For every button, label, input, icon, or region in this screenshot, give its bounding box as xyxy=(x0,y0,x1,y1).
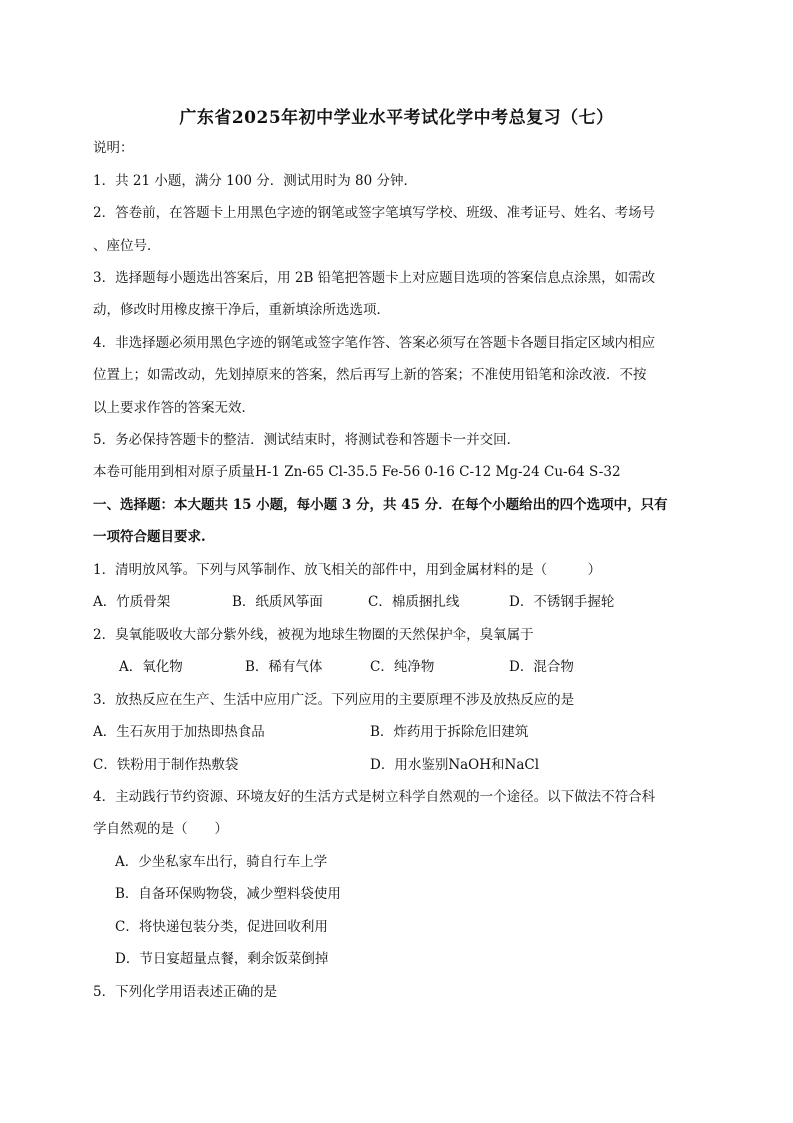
question-3-option-b: B．炸药用于拆除危旧建筑 xyxy=(370,724,529,740)
instruction-4-line-1: 4．非选择题必须用黑色字迹的钢笔或签字笔作答、答案必须写在答题卡各题目指定区域内相应 xyxy=(93,335,656,351)
question-4-stem-line-1: 4．主动践行节约资源、环境友好的生活方式是树立科学自然观的一个途径。以下做法不符合科 xyxy=(93,789,656,805)
atomic-masses: 本卷可能用到相对原子质量H-1 Zn-65 Cl-35.5 Fe-56 0-16 C-12 Mg-24 Cu-64 S-32 xyxy=(93,464,621,480)
question-3-stem: 3．放热反应在生产、生活中应用广泛。下列应用的主要原理不涉及放热反应的是 xyxy=(93,692,575,708)
question-2-option-c: C．纯净物 xyxy=(370,659,435,675)
question-2-option-b: B．稀有气体 xyxy=(245,659,323,675)
instruction-3-line-2: 动，修改时用橡皮擦干净后，重新填涂所选选项． xyxy=(93,302,390,318)
instruction-2-line-1: 2．答卷前，在答题卡上用黑色字迹的钢笔或签字笔填写学校、班级、准考证号、姓名、考场号 xyxy=(93,205,656,221)
question-2-option-a: A．氧化物 xyxy=(119,659,183,675)
question-5-stem: 5．下列化学用语表述正确的是 xyxy=(93,984,278,1000)
question-1-option-b: B．纸质风筝面 xyxy=(232,594,323,610)
question-2-option-d: D．混合物 xyxy=(509,659,574,675)
instruction-5: 5．务必保持答题卡的整洁．测试结束时，将测试卷和答题卡一并交回． xyxy=(93,432,521,448)
question-4-option-a: A．少坐私家车出行，骑自行车上学 xyxy=(115,854,328,870)
question-3-option-a: A．生石灰用于加热即热食品 xyxy=(93,724,265,740)
question-1-option-c: C．棉质捆扎线 xyxy=(368,594,460,610)
instruction-4-line-2: 位置上；如需改动，先划掉原来的答案，然后再写上新的答案；不准使用铅笔和涂改液．不按 xyxy=(93,367,647,383)
question-4-option-b: B．自备环保购物袋，减少塑料袋使用 xyxy=(115,886,341,902)
question-2-stem: 2．臭氧能吸收大部分紫外线，被视为地球生物圈的天然保护伞，臭氧属于 xyxy=(93,627,534,643)
question-3-option-c: C．铁粉用于制作热敷袋 xyxy=(93,757,239,773)
question-4-stem-line-2: 学自然观的是（ ） xyxy=(93,821,228,837)
page-title: 广东省2025年初中学业水平考试化学中考总复习（七） xyxy=(179,108,614,128)
instructions-heading: 说明： xyxy=(93,140,134,156)
instruction-4-line-3: 以上要求作答的答案无效． xyxy=(93,400,255,416)
instruction-3-line-1: 3．选择题每小题选出答案后，用 2B 铅笔把答题卡上对应题目选项的答案信息点涂黑，如需改 xyxy=(93,270,656,286)
section-1-header-line-2: 一项符合题目要求. xyxy=(93,529,206,545)
question-1-stem: 1．清明放风筝。下列与风筝制作、放飞相关的部件中，用到金属材料的是（ ） xyxy=(93,562,602,578)
question-1-option-a: A．竹质骨架 xyxy=(93,594,171,610)
question-3-option-d: D．用水鉴别NaOH和NaCl xyxy=(370,757,540,773)
question-1-option-d: D．不锈钢手握轮 xyxy=(509,594,615,610)
instruction-1: 1．共 21 小题，满分 100 分．测试用时为 80 分钟． xyxy=(93,173,417,189)
instruction-2-line-2: 、座位号． xyxy=(93,238,161,254)
section-1-header-line-1: 一、选择题：本大题共 15 小题，每小题 3 分，共 45 分．在每个小题给出的四个选项中，只有 xyxy=(93,497,668,513)
question-4-option-c: C．将快递包装分类，促进回收利用 xyxy=(115,919,328,935)
question-4-option-d: D．节日宴超量点餐，剩余饭菜倒掉 xyxy=(115,951,329,967)
